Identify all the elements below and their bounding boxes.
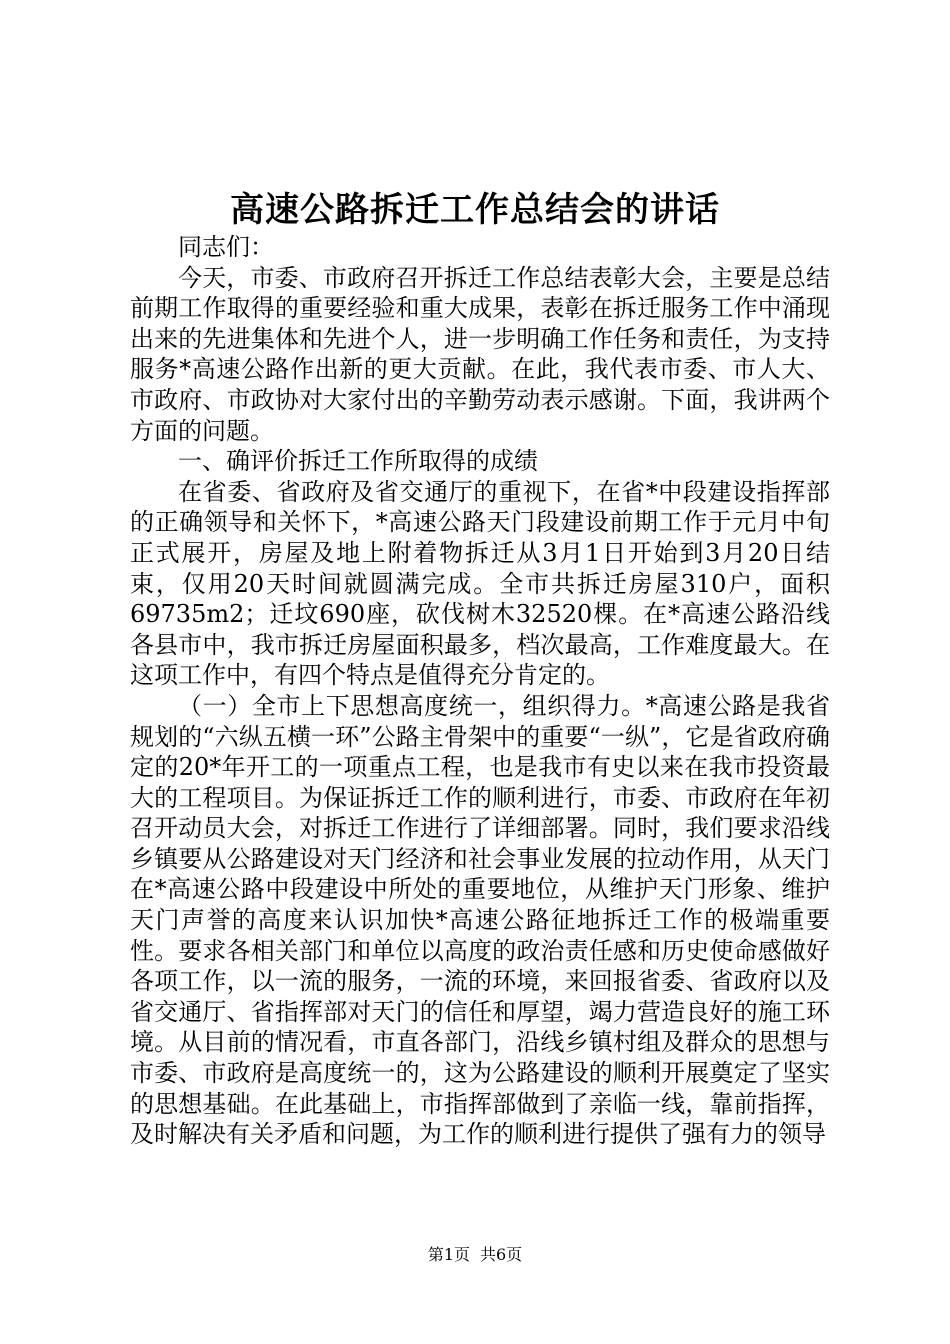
- section-heading: 一、确评价拆迁工作所取得的成绩: [178, 447, 538, 476]
- achievement-paragraph: 在省委、省政府及省交通厅的重视下，在省*中段建设指挥部的正确领导和关怀下，*高速公路天门段建设前期工作于元月中旬正式展开，房屋及地上附着物拆迁从3月1日开始到3月20日结束，仅用20天时间就圆满完成。全市共拆迁房屋310户，面积69735m2；迁坟690座，砍伐树木32520棵。在*高速公路沿线各县市中，我市拆迁房屋面积最多，档次最高，工作难度最大。在这项工作中，有四个特点是值得充分肯定的。: [130, 477, 830, 690]
- page-total: 共6页: [480, 1245, 523, 1264]
- document-body: [130, 232, 830, 1182]
- page-number: 第1页: [427, 1245, 470, 1264]
- salutation-paragraph: 同志们：: [178, 233, 274, 261]
- point-one-paragraph: （一）全市上下思想高度统一，组织得力。*高速公路是我省规划的“六纵五横一环”公路主骨架中的重要“一纵”，它是省政府确定的20*年开工的一项重点工程，也是我市有史以来在我市投资最大的工程项目。为保证拆迁工作的顺利进行，市委、市政府在年初召开动员大会，对拆迁工作进行了详细部署。同时，我们要求沿线乡镇要从公路建设对天门经济和社会事业发展的拉动作用，从天门在*高速公路中段建设中所处的重要地位，从维护天门形象、维护天门声誉的高度来认识加快*高速公路征地拆迁工作的极端重要性。要求各相关部门和单位以高度的政治责任感和历史使命感做好各项工作，以一流的服务，一流的环境，来回报省委、省政府以及省交通厅、省指挥部对天门的信任和厚望，竭力营造良好的施工环境。从目前的情况看，市直各部门，沿线乡镇村组及群众的思想与市委、市政府是高度统一的，这为公路建设的顺利开展奠定了坚实的思想基础。在此基础上，市指挥部做到了亲临一线，靠前指挥，及时解决有关矛盾和问题，为工作的顺利进行提供了强有力的领导: [130, 691, 830, 1149]
- document-title: 高速公路拆迁工作总结会的讲话: [230, 190, 720, 230]
- page-footer: [0, 1245, 950, 1265]
- intro-paragraph: 今天，市委、市政府召开拆迁工作总结表彰大会，主要是总结前期工作取得的重要经验和重大成果，表彰在拆迁服务工作中涌现出来的先进集体和先进个人，进一步明确工作任务和责任，为支持服务*高速公路作出新的更大贡献。在此，我代表市委、市人大、市政府、市政协对大家付出的辛勤劳动表示感谢。下面，我讲两个方面的问题。: [130, 263, 830, 445]
